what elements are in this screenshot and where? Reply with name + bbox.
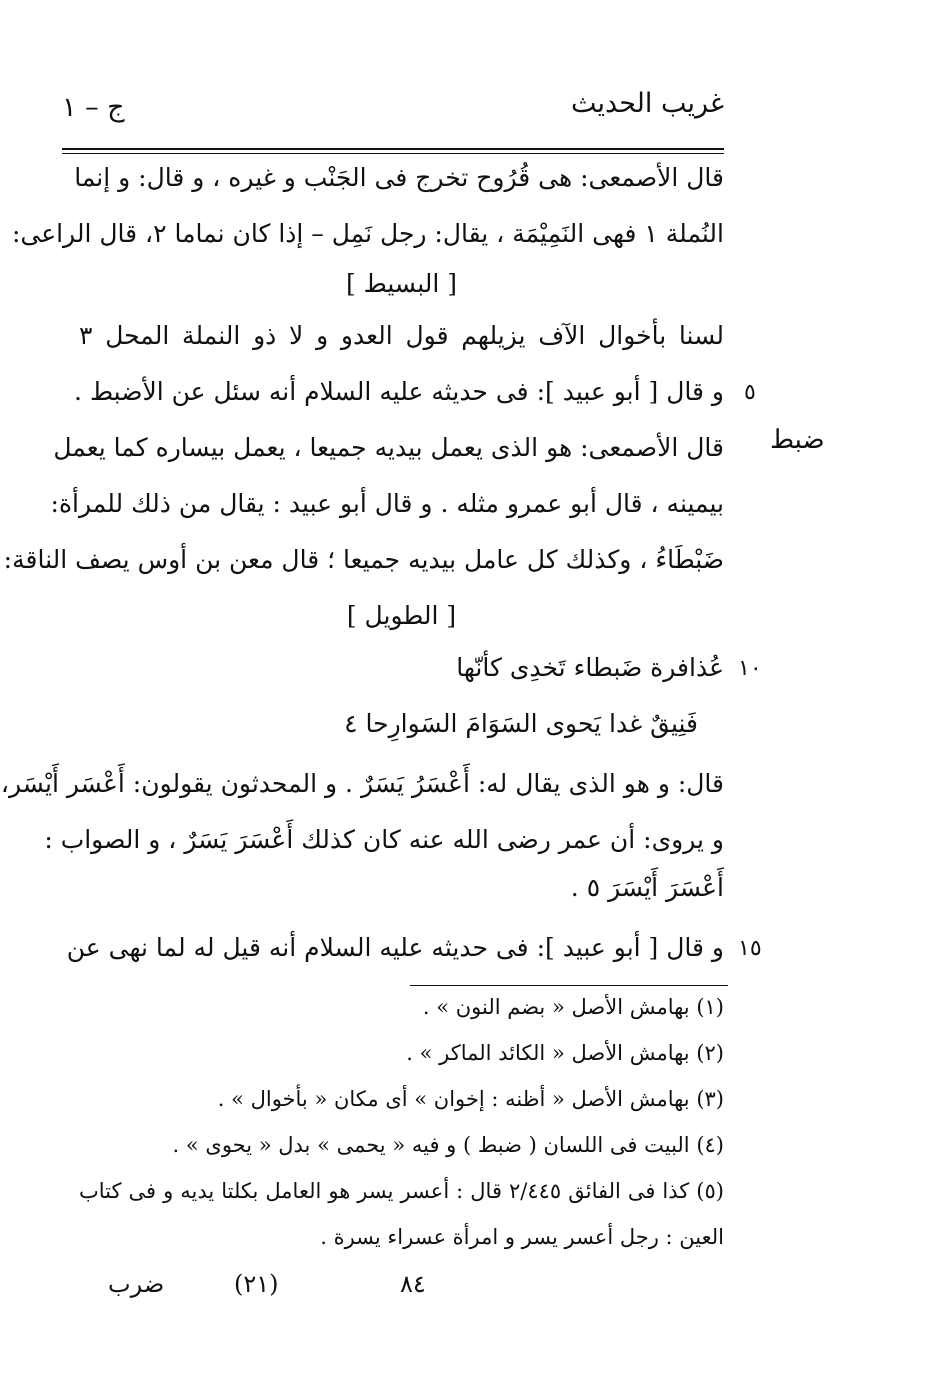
header-rule-thin bbox=[62, 153, 724, 154]
footnote: (٥) كذا فى الفائق ٢/٤٤٥ قال : أعسر يسر هو العامل بكلتا يديه و فى كتاب bbox=[79, 1179, 724, 1203]
text-line: بيمينه ، قال أبو عمرو مثله . و قال أبو عبيد : يقال من ذلك للمرأة: bbox=[50, 489, 724, 518]
text-line: قال الأصمعى: هى قُرُوح تخرج فى الجَنْب و غيره ، و قال: و إنما bbox=[74, 163, 724, 192]
text-line: و قال [ أبو عبيد ]: فى حديثه عليه السلام أنه سئل عن الأضبط . bbox=[74, 377, 724, 406]
line-number: ٥ bbox=[744, 380, 756, 405]
signature-mark: ضرب bbox=[108, 1270, 165, 1298]
footnote: (٢) بهامش الأصل « الكائد الماكر » . bbox=[406, 1041, 724, 1065]
line-number: ١٥ bbox=[738, 936, 762, 961]
text-line: و يروى: أن عمر رضى الله عنه كان كذلك أَعْسَرَ يَسَرٌ ، و الصواب : bbox=[44, 825, 724, 854]
page-number: ٨٤ bbox=[400, 1270, 426, 1298]
footnote-rule bbox=[410, 985, 728, 986]
margin-keyword: ضبط bbox=[770, 425, 825, 455]
text-line: أَعْسَرَ أَيْسَرَ ٥ . bbox=[570, 873, 724, 902]
meter-label: [ البسيط ] bbox=[345, 269, 458, 298]
footnote: (٤) البيت فى اللسان ( ضبط ) و فيه « يحمى » بدل « يحوى » . bbox=[172, 1133, 724, 1157]
verse-line: فَنِيقٌ غدا يَحوى السَوَامَ السَوارِحا ٤ bbox=[344, 709, 698, 738]
running-title: غريب الحديث bbox=[571, 88, 724, 119]
text-line: و قال [ أبو عبيد ]: فى حديثه عليه السلام أنه قيل له لما نهى عن bbox=[66, 933, 724, 962]
volume-label: ج – ١ bbox=[62, 92, 125, 123]
line-number: ١٠ bbox=[738, 656, 762, 681]
footnote: (٣) بهامش الأصل « أظنه : إخوان » أى مكان « بأخوال » . bbox=[217, 1087, 724, 1111]
text-line: قال الأصمعى: هو الذى يعمل بيديه جميعا ، يعمل بيساره كما يعمل bbox=[53, 433, 724, 462]
verse-line: عُذافرة ضَبطاء تَخدِى كأنّها bbox=[456, 653, 724, 682]
footnote: (١) بهامش الأصل « بضم النون » . bbox=[422, 995, 724, 1019]
text-line: قال: و هو الذى يقال له: أَعْسَرُ يَسَرٌ . و المحدثون يقولون: أَعْسَر أَيْسَر، bbox=[0, 769, 724, 798]
footnote: العين : رجل أعسر يسر و امرأة عسراء يسرة . bbox=[320, 1225, 724, 1249]
gathering-number: (٢١) bbox=[234, 1270, 279, 1298]
text-line: النُملة ١ فهى النَمِيْمَة ، يقال: رجل نَمِل – إذا كان نماما ٢، قال الراعى: bbox=[11, 219, 724, 248]
meter-label: [ الطويل ] bbox=[346, 601, 457, 630]
text-line: ضَبْطَاءُ ، وكذلك كل عامل بيديه جميعا ؛ قال معن بن أوس يصف الناقة: bbox=[3, 545, 724, 574]
verse-line: لسنا بأخوال الآف يزيلهم قول العدو و لا ذو النملة المحل ٣ bbox=[79, 321, 724, 350]
header-rule bbox=[62, 148, 724, 150]
